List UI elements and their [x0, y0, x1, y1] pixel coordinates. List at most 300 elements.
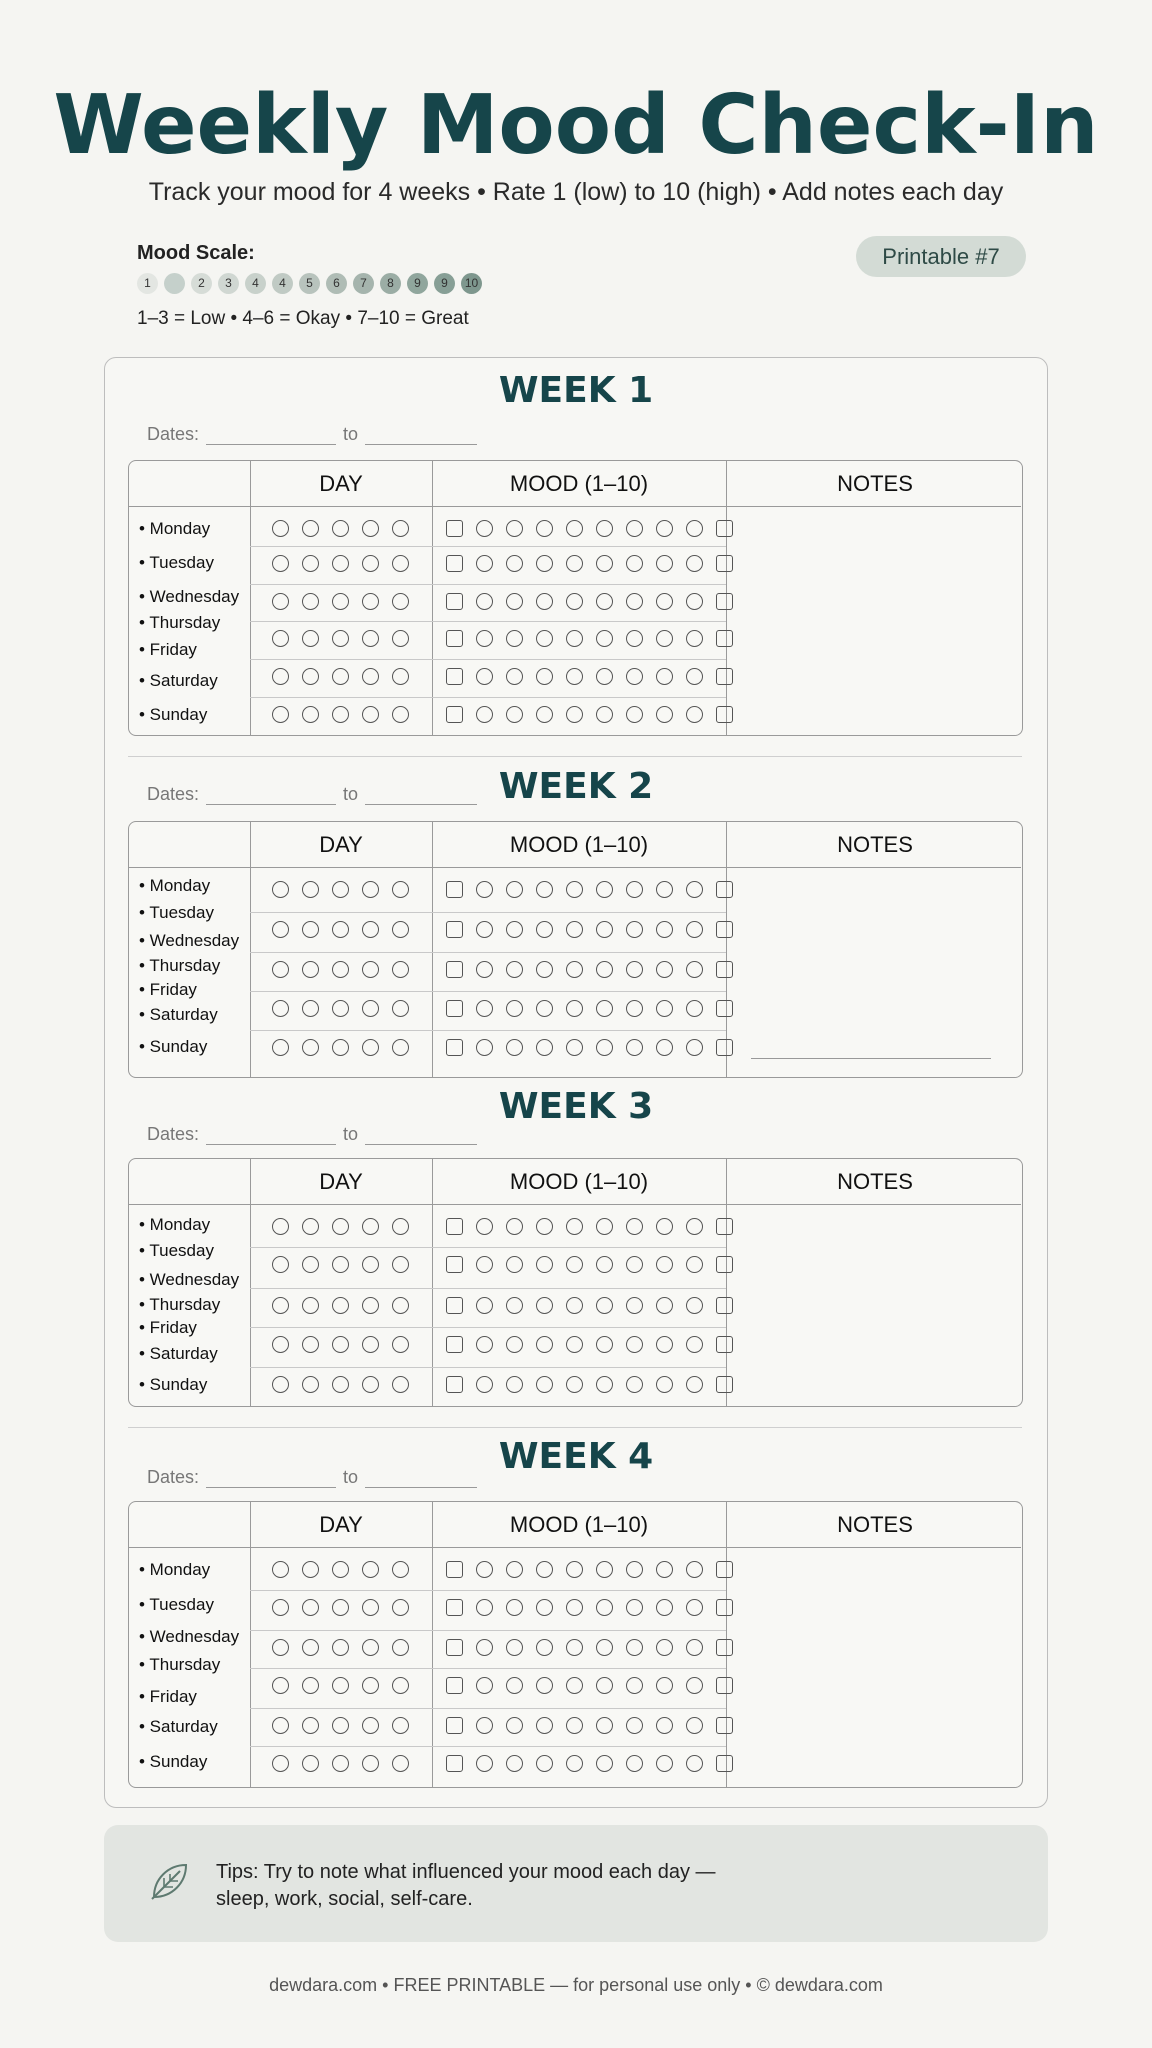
rating-circle[interactable]	[302, 1677, 319, 1694]
mood-box[interactable]	[446, 555, 463, 572]
mood-circle[interactable]	[626, 1000, 643, 1017]
rating-circle[interactable]	[332, 593, 349, 610]
mood-box[interactable]	[716, 961, 733, 978]
mood-circle[interactable]	[686, 961, 703, 978]
mood-circle[interactable]	[506, 555, 523, 572]
rating-circle[interactable]	[362, 1677, 379, 1694]
mood-circle[interactable]	[536, 1039, 553, 1056]
mood-box[interactable]	[446, 1599, 463, 1616]
rating-circle[interactable]	[362, 1561, 379, 1578]
rating-circle[interactable]	[272, 961, 289, 978]
mood-circle[interactable]	[686, 555, 703, 572]
rating-circle[interactable]	[302, 1218, 319, 1235]
rating-circle[interactable]	[362, 1297, 379, 1314]
rating-circle[interactable]	[302, 668, 319, 685]
mood-circle[interactable]	[596, 881, 613, 898]
mood-circle[interactable]	[476, 520, 493, 537]
mood-circle[interactable]	[536, 520, 553, 537]
mood-circle[interactable]	[626, 630, 643, 647]
rating-circle[interactable]	[392, 1755, 409, 1772]
rating-circle[interactable]	[272, 1561, 289, 1578]
rating-circle[interactable]	[362, 668, 379, 685]
mood-circle[interactable]	[536, 881, 553, 898]
mood-circle[interactable]	[476, 1677, 493, 1694]
rating-circle[interactable]	[392, 1639, 409, 1656]
mood-circle[interactable]	[506, 706, 523, 723]
rating-circle[interactable]	[332, 1561, 349, 1578]
mood-box[interactable]	[446, 1256, 463, 1273]
mood-circle[interactable]	[506, 1755, 523, 1772]
mood-circle[interactable]	[476, 1218, 493, 1235]
rating-circle[interactable]	[332, 1297, 349, 1314]
mood-circle[interactable]	[566, 593, 583, 610]
rating-circle[interactable]	[362, 1039, 379, 1056]
rating-circle[interactable]	[362, 555, 379, 572]
rating-circle[interactable]	[332, 1639, 349, 1656]
mood-box[interactable]	[446, 1717, 463, 1734]
mood-circle[interactable]	[686, 1336, 703, 1353]
mood-circle[interactable]	[566, 1376, 583, 1393]
rating-circle[interactable]	[392, 555, 409, 572]
mood-circle[interactable]	[506, 1297, 523, 1314]
date-start-field[interactable]	[206, 444, 336, 445]
mood-circle[interactable]	[626, 921, 643, 938]
rating-circle[interactable]	[362, 1755, 379, 1772]
mood-circle[interactable]	[596, 921, 613, 938]
mood-circle[interactable]	[566, 1677, 583, 1694]
mood-circle[interactable]	[506, 630, 523, 647]
mood-box[interactable]	[446, 520, 463, 537]
rating-circle[interactable]	[392, 1561, 409, 1578]
mood-box[interactable]	[446, 921, 463, 938]
mood-circle[interactable]	[506, 1376, 523, 1393]
rating-circle[interactable]	[332, 1717, 349, 1734]
mood-circle[interactable]	[686, 630, 703, 647]
rating-circle[interactable]	[272, 921, 289, 938]
rating-circle[interactable]	[272, 706, 289, 723]
mood-circle[interactable]	[536, 1297, 553, 1314]
mood-box[interactable]	[716, 668, 733, 685]
mood-circle[interactable]	[686, 1755, 703, 1772]
rating-circle[interactable]	[332, 630, 349, 647]
mood-circle[interactable]	[686, 706, 703, 723]
mood-circle[interactable]	[506, 1639, 523, 1656]
mood-box[interactable]	[446, 1561, 463, 1578]
mood-circle[interactable]	[686, 1717, 703, 1734]
mood-circle[interactable]	[626, 1218, 643, 1235]
mood-circle[interactable]	[536, 1376, 553, 1393]
rating-circle[interactable]	[272, 1256, 289, 1273]
mood-circle[interactable]	[656, 1039, 673, 1056]
mood-circle[interactable]	[626, 555, 643, 572]
mood-circle[interactable]	[596, 1039, 613, 1056]
mood-circle[interactable]	[476, 1755, 493, 1772]
mood-circle[interactable]	[626, 1677, 643, 1694]
mood-circle[interactable]	[626, 961, 643, 978]
mood-circle[interactable]	[626, 1599, 643, 1616]
rating-circle[interactable]	[362, 706, 379, 723]
mood-box[interactable]	[716, 1218, 733, 1235]
mood-box[interactable]	[716, 1717, 733, 1734]
mood-circle[interactable]	[476, 630, 493, 647]
mood-circle[interactable]	[476, 706, 493, 723]
mood-circle[interactable]	[536, 706, 553, 723]
mood-circle[interactable]	[506, 1677, 523, 1694]
date-start-field[interactable]	[206, 804, 336, 805]
mood-circle[interactable]	[656, 1561, 673, 1578]
mood-circle[interactable]	[656, 961, 673, 978]
rating-circle[interactable]	[392, 1599, 409, 1616]
mood-circle[interactable]	[656, 1376, 673, 1393]
mood-circle[interactable]	[596, 1755, 613, 1772]
date-start-field[interactable]	[206, 1487, 336, 1488]
mood-circle[interactable]	[476, 1376, 493, 1393]
rating-circle[interactable]	[272, 1639, 289, 1656]
mood-circle[interactable]	[686, 668, 703, 685]
mood-circle[interactable]	[476, 593, 493, 610]
date-end-field[interactable]	[365, 444, 477, 445]
mood-box[interactable]	[446, 1639, 463, 1656]
rating-circle[interactable]	[362, 1639, 379, 1656]
mood-circle[interactable]	[506, 1599, 523, 1616]
mood-box[interactable]	[716, 593, 733, 610]
mood-circle[interactable]	[566, 1000, 583, 1017]
mood-circle[interactable]	[506, 1336, 523, 1353]
mood-circle[interactable]	[626, 881, 643, 898]
mood-circle[interactable]	[596, 961, 613, 978]
mood-circle[interactable]	[656, 1755, 673, 1772]
mood-box[interactable]	[716, 1039, 733, 1056]
mood-circle[interactable]	[686, 1256, 703, 1273]
mood-box[interactable]	[446, 1755, 463, 1772]
mood-circle[interactable]	[596, 1256, 613, 1273]
rating-circle[interactable]	[392, 1256, 409, 1273]
mood-box[interactable]	[716, 921, 733, 938]
mood-circle[interactable]	[536, 1755, 553, 1772]
mood-circle[interactable]	[506, 520, 523, 537]
mood-circle[interactable]	[566, 706, 583, 723]
mood-circle[interactable]	[596, 1599, 613, 1616]
rating-circle[interactable]	[302, 1039, 319, 1056]
mood-box[interactable]	[446, 630, 463, 647]
mood-circle[interactable]	[686, 1561, 703, 1578]
mood-box[interactable]	[446, 1218, 463, 1235]
mood-circle[interactable]	[566, 1336, 583, 1353]
rating-circle[interactable]	[272, 1218, 289, 1235]
mood-circle[interactable]	[566, 1256, 583, 1273]
rating-circle[interactable]	[362, 593, 379, 610]
mood-circle[interactable]	[476, 921, 493, 938]
mood-circle[interactable]	[656, 706, 673, 723]
mood-box[interactable]	[716, 1376, 733, 1393]
rating-circle[interactable]	[392, 1000, 409, 1017]
mood-box[interactable]	[446, 1000, 463, 1017]
mood-box[interactable]	[716, 1561, 733, 1578]
rating-circle[interactable]	[392, 1376, 409, 1393]
rating-circle[interactable]	[362, 881, 379, 898]
mood-circle[interactable]	[476, 1336, 493, 1353]
mood-circle[interactable]	[536, 1218, 553, 1235]
rating-circle[interactable]	[302, 520, 319, 537]
mood-circle[interactable]	[536, 668, 553, 685]
rating-circle[interactable]	[302, 961, 319, 978]
rating-circle[interactable]	[332, 1218, 349, 1235]
mood-circle[interactable]	[596, 593, 613, 610]
rating-circle[interactable]	[302, 921, 319, 938]
rating-circle[interactable]	[392, 706, 409, 723]
mood-circle[interactable]	[596, 1717, 613, 1734]
mood-circle[interactable]	[476, 1000, 493, 1017]
mood-box[interactable]	[716, 1256, 733, 1273]
rating-circle[interactable]	[272, 881, 289, 898]
mood-circle[interactable]	[686, 593, 703, 610]
rating-circle[interactable]	[302, 1336, 319, 1353]
mood-circle[interactable]	[536, 1000, 553, 1017]
date-end-field[interactable]	[365, 1144, 477, 1145]
rating-circle[interactable]	[392, 1297, 409, 1314]
mood-circle[interactable]	[506, 593, 523, 610]
mood-circle[interactable]	[536, 1256, 553, 1273]
notes-line[interactable]	[751, 1058, 991, 1059]
mood-circle[interactable]	[566, 1599, 583, 1616]
mood-circle[interactable]	[506, 1000, 523, 1017]
rating-circle[interactable]	[272, 630, 289, 647]
mood-circle[interactable]	[476, 1561, 493, 1578]
mood-circle[interactable]	[476, 1599, 493, 1616]
mood-box[interactable]	[716, 1755, 733, 1772]
mood-circle[interactable]	[566, 961, 583, 978]
mood-circle[interactable]	[506, 921, 523, 938]
rating-circle[interactable]	[302, 1599, 319, 1616]
mood-circle[interactable]	[596, 1639, 613, 1656]
rating-circle[interactable]	[302, 593, 319, 610]
mood-circle[interactable]	[656, 630, 673, 647]
mood-circle[interactable]	[656, 520, 673, 537]
rating-circle[interactable]	[332, 706, 349, 723]
mood-circle[interactable]	[476, 961, 493, 978]
mood-circle[interactable]	[596, 1297, 613, 1314]
mood-circle[interactable]	[476, 1717, 493, 1734]
rating-circle[interactable]	[392, 921, 409, 938]
rating-circle[interactable]	[362, 1218, 379, 1235]
mood-circle[interactable]	[596, 668, 613, 685]
mood-circle[interactable]	[506, 1256, 523, 1273]
mood-circle[interactable]	[536, 593, 553, 610]
mood-circle[interactable]	[686, 921, 703, 938]
mood-circle[interactable]	[686, 1000, 703, 1017]
date-start-field[interactable]	[206, 1144, 336, 1145]
mood-circle[interactable]	[536, 555, 553, 572]
mood-circle[interactable]	[506, 961, 523, 978]
mood-circle[interactable]	[656, 921, 673, 938]
rating-circle[interactable]	[302, 1717, 319, 1734]
mood-circle[interactable]	[656, 1000, 673, 1017]
mood-circle[interactable]	[566, 1039, 583, 1056]
mood-circle[interactable]	[476, 668, 493, 685]
rating-circle[interactable]	[272, 1297, 289, 1314]
rating-circle[interactable]	[362, 1717, 379, 1734]
mood-circle[interactable]	[626, 1717, 643, 1734]
rating-circle[interactable]	[302, 881, 319, 898]
mood-circle[interactable]	[626, 1755, 643, 1772]
mood-circle[interactable]	[566, 881, 583, 898]
mood-circle[interactable]	[656, 1639, 673, 1656]
mood-circle[interactable]	[686, 1297, 703, 1314]
mood-circle[interactable]	[626, 593, 643, 610]
mood-box[interactable]	[446, 1039, 463, 1056]
rating-circle[interactable]	[362, 961, 379, 978]
rating-circle[interactable]	[332, 1039, 349, 1056]
rating-circle[interactable]	[302, 1755, 319, 1772]
mood-circle[interactable]	[566, 1717, 583, 1734]
rating-circle[interactable]	[272, 1755, 289, 1772]
mood-circle[interactable]	[596, 630, 613, 647]
mood-circle[interactable]	[656, 1218, 673, 1235]
mood-circle[interactable]	[596, 555, 613, 572]
rating-circle[interactable]	[302, 1000, 319, 1017]
rating-circle[interactable]	[272, 1599, 289, 1616]
rating-circle[interactable]	[332, 1599, 349, 1616]
mood-circle[interactable]	[626, 1039, 643, 1056]
mood-circle[interactable]	[506, 1717, 523, 1734]
mood-circle[interactable]	[626, 1639, 643, 1656]
rating-circle[interactable]	[332, 1256, 349, 1273]
rating-circle[interactable]	[392, 881, 409, 898]
rating-circle[interactable]	[302, 1561, 319, 1578]
rating-circle[interactable]	[332, 881, 349, 898]
mood-circle[interactable]	[506, 1218, 523, 1235]
mood-circle[interactable]	[656, 668, 673, 685]
mood-circle[interactable]	[656, 593, 673, 610]
rating-circle[interactable]	[272, 1717, 289, 1734]
rating-circle[interactable]	[392, 1039, 409, 1056]
mood-circle[interactable]	[566, 1218, 583, 1235]
mood-circle[interactable]	[656, 1297, 673, 1314]
mood-circle[interactable]	[536, 1336, 553, 1353]
mood-circle[interactable]	[686, 1376, 703, 1393]
rating-circle[interactable]	[332, 555, 349, 572]
rating-circle[interactable]	[392, 668, 409, 685]
rating-circle[interactable]	[362, 630, 379, 647]
mood-circle[interactable]	[626, 1256, 643, 1273]
mood-circle[interactable]	[476, 555, 493, 572]
mood-box[interactable]	[716, 1639, 733, 1656]
rating-circle[interactable]	[332, 961, 349, 978]
mood-circle[interactable]	[686, 1677, 703, 1694]
mood-circle[interactable]	[476, 1639, 493, 1656]
mood-circle[interactable]	[476, 1039, 493, 1056]
rating-circle[interactable]	[392, 520, 409, 537]
mood-circle[interactable]	[566, 555, 583, 572]
rating-circle[interactable]	[302, 1256, 319, 1273]
mood-circle[interactable]	[656, 881, 673, 898]
mood-box[interactable]	[446, 961, 463, 978]
rating-circle[interactable]	[302, 1297, 319, 1314]
rating-circle[interactable]	[392, 1336, 409, 1353]
date-end-field[interactable]	[365, 804, 477, 805]
mood-circle[interactable]	[566, 1297, 583, 1314]
rating-circle[interactable]	[302, 1376, 319, 1393]
rating-circle[interactable]	[302, 555, 319, 572]
mood-circle[interactable]	[596, 1000, 613, 1017]
mood-circle[interactable]	[476, 881, 493, 898]
mood-circle[interactable]	[656, 555, 673, 572]
mood-circle[interactable]	[686, 1599, 703, 1616]
rating-circle[interactable]	[272, 668, 289, 685]
mood-box[interactable]	[716, 881, 733, 898]
rating-circle[interactable]	[332, 1376, 349, 1393]
mood-box[interactable]	[716, 1677, 733, 1694]
rating-circle[interactable]	[392, 1677, 409, 1694]
rating-circle[interactable]	[332, 921, 349, 938]
mood-circle[interactable]	[626, 520, 643, 537]
rating-circle[interactable]	[332, 1755, 349, 1772]
rating-circle[interactable]	[302, 630, 319, 647]
mood-circle[interactable]	[566, 1561, 583, 1578]
mood-circle[interactable]	[656, 1336, 673, 1353]
mood-circle[interactable]	[476, 1297, 493, 1314]
mood-circle[interactable]	[626, 1336, 643, 1353]
mood-box[interactable]	[716, 630, 733, 647]
rating-circle[interactable]	[332, 1336, 349, 1353]
mood-circle[interactable]	[656, 1677, 673, 1694]
mood-circle[interactable]	[566, 520, 583, 537]
mood-circle[interactable]	[626, 1376, 643, 1393]
mood-circle[interactable]	[626, 706, 643, 723]
mood-circle[interactable]	[566, 1639, 583, 1656]
mood-circle[interactable]	[626, 1297, 643, 1314]
mood-circle[interactable]	[506, 881, 523, 898]
mood-circle[interactable]	[536, 630, 553, 647]
mood-circle[interactable]	[686, 1039, 703, 1056]
mood-circle[interactable]	[536, 1639, 553, 1656]
mood-box[interactable]	[446, 1376, 463, 1393]
rating-circle[interactable]	[392, 630, 409, 647]
mood-box[interactable]	[446, 1336, 463, 1353]
rating-circle[interactable]	[302, 706, 319, 723]
rating-circle[interactable]	[272, 1039, 289, 1056]
rating-circle[interactable]	[332, 668, 349, 685]
mood-circle[interactable]	[686, 520, 703, 537]
rating-circle[interactable]	[362, 1336, 379, 1353]
mood-box[interactable]	[446, 1297, 463, 1314]
mood-circle[interactable]	[536, 1561, 553, 1578]
rating-circle[interactable]	[362, 1599, 379, 1616]
mood-circle[interactable]	[506, 668, 523, 685]
mood-circle[interactable]	[596, 1561, 613, 1578]
mood-circle[interactable]	[656, 1256, 673, 1273]
rating-circle[interactable]	[332, 1677, 349, 1694]
rating-circle[interactable]	[272, 520, 289, 537]
mood-circle[interactable]	[536, 1677, 553, 1694]
mood-circle[interactable]	[626, 668, 643, 685]
mood-circle[interactable]	[596, 1376, 613, 1393]
mood-circle[interactable]	[656, 1599, 673, 1616]
mood-circle[interactable]	[626, 1561, 643, 1578]
rating-circle[interactable]	[362, 1000, 379, 1017]
rating-circle[interactable]	[392, 1717, 409, 1734]
rating-circle[interactable]	[272, 1000, 289, 1017]
rating-circle[interactable]	[392, 593, 409, 610]
mood-box[interactable]	[716, 1297, 733, 1314]
mood-box[interactable]	[446, 706, 463, 723]
mood-box[interactable]	[446, 1677, 463, 1694]
mood-box[interactable]	[446, 668, 463, 685]
mood-circle[interactable]	[476, 1256, 493, 1273]
mood-circle[interactable]	[596, 1218, 613, 1235]
rating-circle[interactable]	[272, 1336, 289, 1353]
mood-circle[interactable]	[596, 520, 613, 537]
